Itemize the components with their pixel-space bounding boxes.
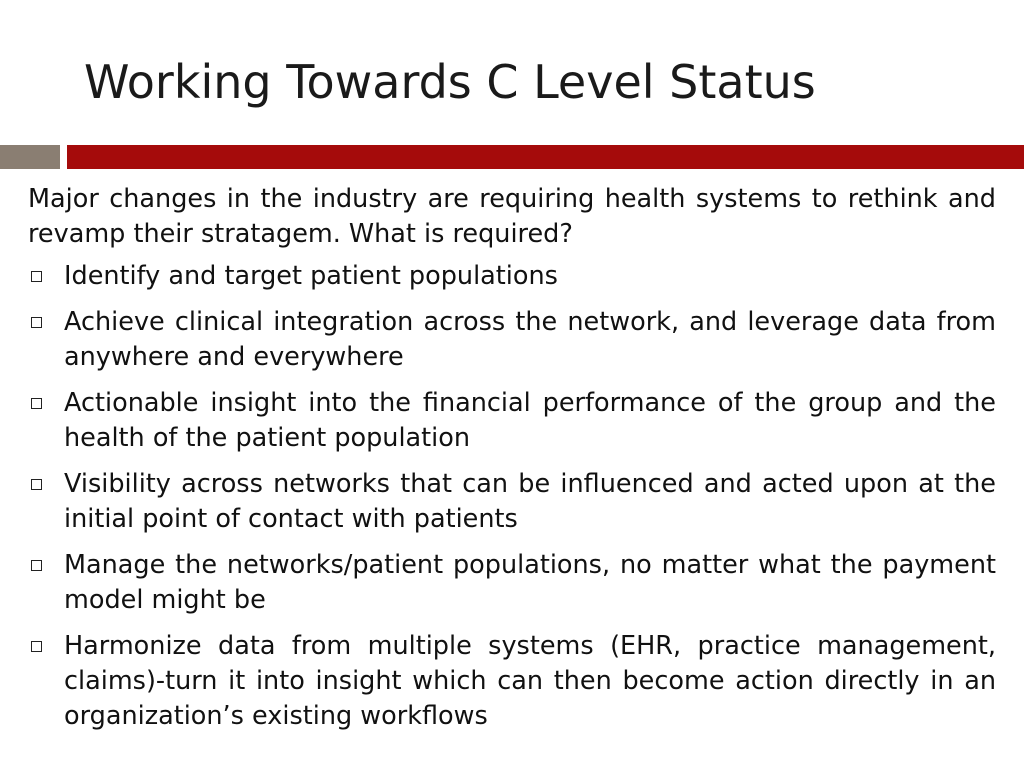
square-bullet-icon — [31, 271, 42, 282]
title-rule-red-segment — [67, 145, 1024, 169]
square-bullet-icon — [31, 398, 42, 409]
list-item-text: Harmonize data from multiple systems (EHR, practice management, claims)-turn it into insight which can then become action directly in an organization’s existing workflows — [64, 631, 996, 731]
list-item-text: Actionable insight into the financial performance of the group and the health of the patient population — [64, 388, 996, 453]
intro-paragraph: Major changes in the industry are requiring health systems to rethink and revamp their stratagem. What is required? — [28, 184, 996, 249]
bullet-list — [28, 259, 996, 734]
list-item — [28, 548, 996, 618]
list-item — [28, 386, 996, 456]
list-item-text: Manage the networks/patient populations, no matter what the payment model might be — [64, 550, 996, 615]
title-rule-gray-segment — [0, 145, 60, 169]
list-item-text: Identify and target patient populations — [64, 261, 558, 291]
square-bullet-icon — [31, 641, 42, 652]
list-item — [28, 467, 996, 537]
slide-body — [28, 182, 996, 745]
square-bullet-icon — [31, 317, 42, 328]
square-bullet-icon — [31, 479, 42, 490]
square-bullet-icon — [31, 560, 42, 571]
list-item — [28, 305, 996, 375]
list-item — [28, 259, 996, 294]
list-item — [28, 629, 996, 734]
list-item-text: Achieve clinical integration across the network, and leverage data from anywhere and everywhere — [64, 307, 996, 372]
list-item-text: Visibility across networks that can be influenced and acted upon at the initial point of contact with patients — [64, 469, 996, 534]
slide-title: Working Towards C Level Status — [84, 55, 816, 109]
